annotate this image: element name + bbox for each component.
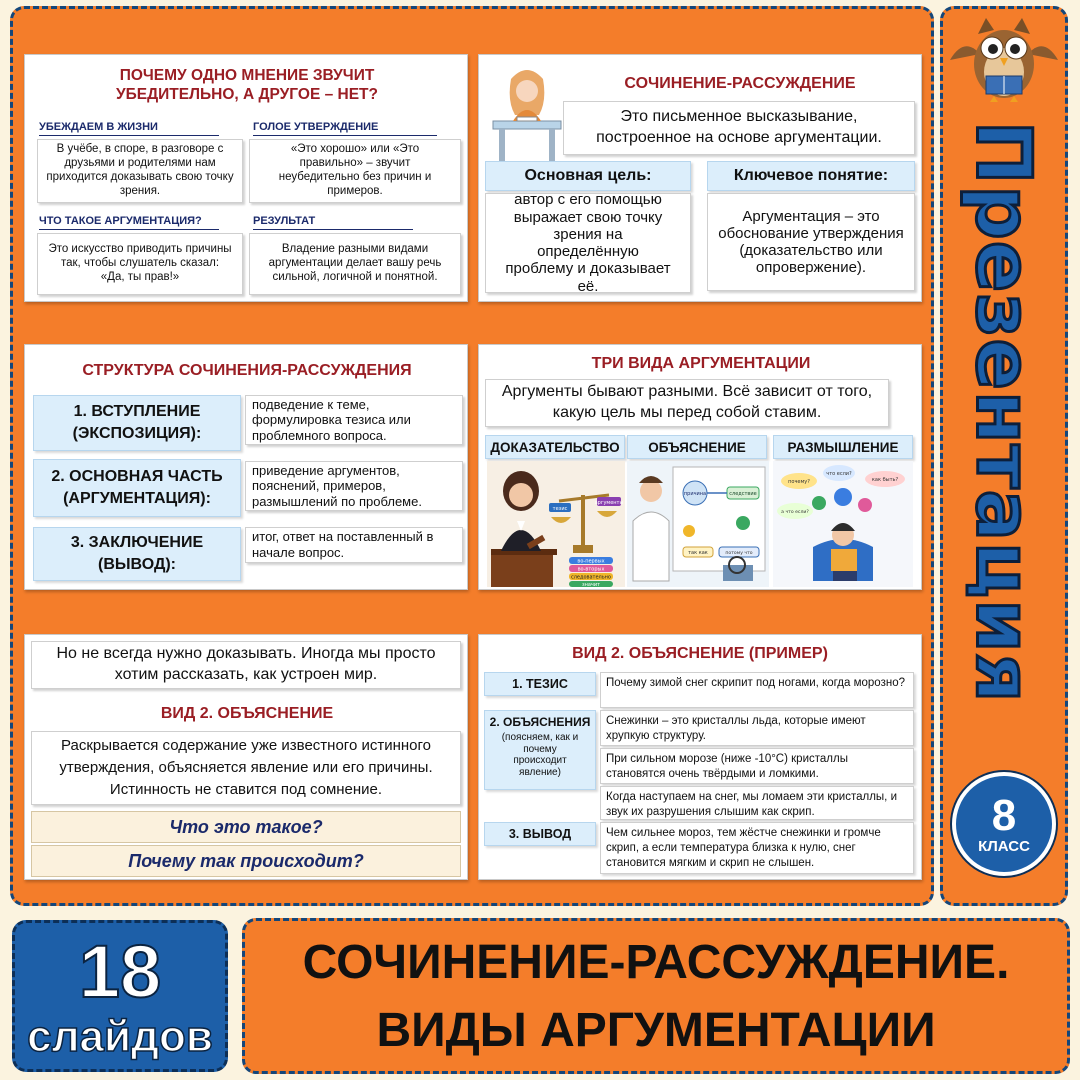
concept-label: Ключевое понятие: (707, 161, 915, 191)
structure-part-label: 3. ЗАКЛЮЧЕНИЕ (ВЫВОД): (33, 527, 241, 581)
structure-part-text-box (245, 395, 463, 445)
structure-part-text-box (245, 461, 463, 511)
explanations-note: (поясняем, как и почему происходит явление) (501, 732, 579, 778)
section-text: В учёбе, в споре, в разговоре с друзьями и родителями нам приходится доказывать свою точку зрения. (46, 143, 234, 197)
explanations-label-box (484, 710, 596, 790)
question-why: Почему так происходит? (31, 845, 461, 877)
type-label-proof: ДОКАЗАТЕЛЬСТВО (485, 435, 625, 459)
diagram-label: потому что (725, 551, 753, 556)
slide-essay-reasoning (478, 54, 922, 302)
slide-title: ВИД 2. ОБЪЯСНЕНИЕ (160, 705, 334, 722)
goal-text: автор с его помощью выражает свою точку зрения на определённую проблему и доказывает её. (505, 191, 671, 295)
bubble-label: а что если? (781, 510, 809, 515)
description-text: Раскрывается содержание уже известного истинного утверждения, объясняется явление или его причины. Истинность не ставится под сомнение. (59, 737, 433, 798)
explanation-item (600, 786, 914, 820)
thesis-text: Почему зимой снег скрипит под ногами, когда морозно? (606, 677, 905, 689)
thesis-box (600, 672, 914, 708)
grade-badge (952, 772, 1056, 876)
intro-box (485, 379, 889, 427)
structure-part-text: подведение к теме, формулировка тезиса или проблемного вопроса. (252, 396, 411, 443)
slide-title: СОЧИНЕНИЕ-РАССУЖДЕНИЕ (624, 75, 856, 92)
intro-box (31, 641, 461, 689)
explanation-text: При сильном морозе (ниже -10°C) кристаллы становятся очень твёрдыми и ломкими. (606, 753, 848, 780)
owl-icon (946, 10, 1062, 106)
goal-text-box (485, 193, 691, 293)
structure-part-text-box (245, 527, 463, 563)
section-text: Это искусство приводить причины так, чтобы слушатель сказал: «Да, ты прав!» (48, 243, 232, 283)
structure-part-text: приведение аргументов, пояснений, примеров, размышлений по проблеме. (252, 462, 422, 509)
thesis-label: 1. ТЕЗИС (484, 672, 596, 696)
definition-box (563, 101, 915, 155)
slide-title: ВИД 2. ОБЪЯСНЕНИЕ (ПРИМЕР) (572, 645, 828, 662)
bubble-label: как быть? (871, 477, 899, 483)
section-text-box (249, 139, 461, 203)
main-title-panel (242, 918, 1070, 1074)
section-text: «Это хорошо» или «Это правильно» – звучит неубедительно без причин и примеров. (278, 143, 432, 197)
slides-count-label: слайдов (27, 1012, 213, 1061)
slides-count-number: 18 (78, 930, 162, 1013)
description-box (31, 731, 461, 805)
intro-text: Аргументы бывают разными. Всё зависит от того, какую цель мы перед собой ставим. (501, 383, 873, 421)
list-label: во-первых (577, 558, 605, 565)
section-heading: УБЕЖДАЕМ В ЖИЗНИ (39, 121, 219, 136)
bubble-label: что если? (826, 471, 852, 477)
presentation-word: Презентация (959, 120, 1049, 704)
proof-judge-scales-illustration (487, 461, 625, 587)
diagram-label: следствие (729, 491, 757, 497)
concept-text: Аргументация – это обоснование утверждения (доказательство или опровержение). (718, 207, 904, 277)
section-text-box (37, 139, 243, 203)
type-label-explanation: ОБЪЯСНЕНИЕ (627, 435, 767, 459)
slide-explanation-type (24, 634, 468, 880)
girl-writing-illustration (487, 61, 567, 165)
structure-part-label: 2. ОСНОВНАЯ ЧАСТЬ (АРГУМЕНТАЦИЯ): (33, 459, 241, 517)
slide-title: ТРИ ВИДА АРГУМЕНТАЦИИ (591, 355, 811, 372)
section-heading: ЧТО ТАКОЕ АРГУМЕНТАЦИЯ? (39, 215, 219, 230)
grade-label: КЛАСС (978, 837, 1030, 855)
explanations-label: 2. ОБЪЯСНЕНИЯ (489, 715, 591, 729)
structure-part-label: 1. ВСТУПЛЕНИЕ (ЭКСПОЗИЦИЯ): (33, 395, 241, 451)
slide-essay-structure (24, 344, 468, 590)
reflection-thinking-person-illustration (773, 461, 913, 587)
concept-text-box (707, 193, 915, 291)
slide-title: СТРУКТУРА СОЧИНЕНИЯ-РАССУЖДЕНИЯ (82, 362, 412, 379)
diagram-label: причина (683, 491, 707, 497)
conclusion-box (600, 822, 914, 874)
list-label: следовательно (570, 574, 612, 581)
diagram-label: так как (688, 550, 708, 556)
slide-why-convincing (24, 54, 468, 302)
slides-count-badge (12, 920, 228, 1072)
slide-three-types (478, 344, 922, 590)
definition-text: Это письменное высказывание, построенное на основе аргументации. (596, 108, 882, 146)
explanation-teacher-board-illustration (627, 461, 769, 587)
conclusion-text: Чем сильнее мороз, тем жёстче снежинки и громче скрип, а если температура близка к нулю, снег становится мягким и скрип не слышен. (606, 827, 881, 869)
explanation-item (600, 710, 914, 746)
slide-title: ПОЧЕМУ ОДНО МНЕНИЕ ЗВУЧИТ УБЕДИТЕЛЬНО, А ДРУГОЕ – НЕТ? (116, 67, 378, 103)
conclusion-label: 3. ВЫВОД (484, 822, 596, 846)
list-label: во-вторых (577, 566, 605, 573)
explanation-text: Снежинки – это кристаллы льда, которые имеют хрупкую структуру. (606, 715, 866, 742)
type-label-reflection: РАЗМЫШЛЕНИЕ (773, 435, 913, 459)
intro-text: Но не всегда нужно доказывать. Иногда мы просто хотим рассказать, как устроен мир. (56, 645, 436, 683)
scale-label: тезис (552, 506, 568, 512)
list-label: значит (581, 582, 601, 587)
explanation-item (600, 748, 914, 784)
scale-label: аргументы (594, 500, 624, 506)
section-text: Владение разными видами аргументации делает вашу речь сильной, логичной и понятной. (268, 243, 442, 283)
structure-part-text: итог, ответ на поставленный в начале вопрос. (252, 529, 434, 560)
goal-label: Основная цель: (485, 161, 691, 191)
section-heading: РЕЗУЛЬТАТ (253, 215, 413, 230)
grade-number: 8 (991, 790, 1017, 840)
main-title-line1: СОЧИНЕНИЕ-РАССУЖДЕНИЕ. (302, 936, 1010, 989)
bubble-label: почему? (788, 479, 810, 485)
section-heading: ГОЛОЕ УТВЕРЖДЕНИЕ (253, 121, 437, 136)
section-text-box (37, 233, 243, 295)
explanation-text: Когда наступаем на снег, мы ломаем эти кристаллы, и звук их разрушения слышим как скрип. (606, 791, 897, 818)
question-what: Что это такое? (31, 811, 461, 843)
section-text-box (249, 233, 461, 295)
main-title-line2: ВИДЫ АРГУМЕНТАЦИИ (376, 1004, 936, 1057)
